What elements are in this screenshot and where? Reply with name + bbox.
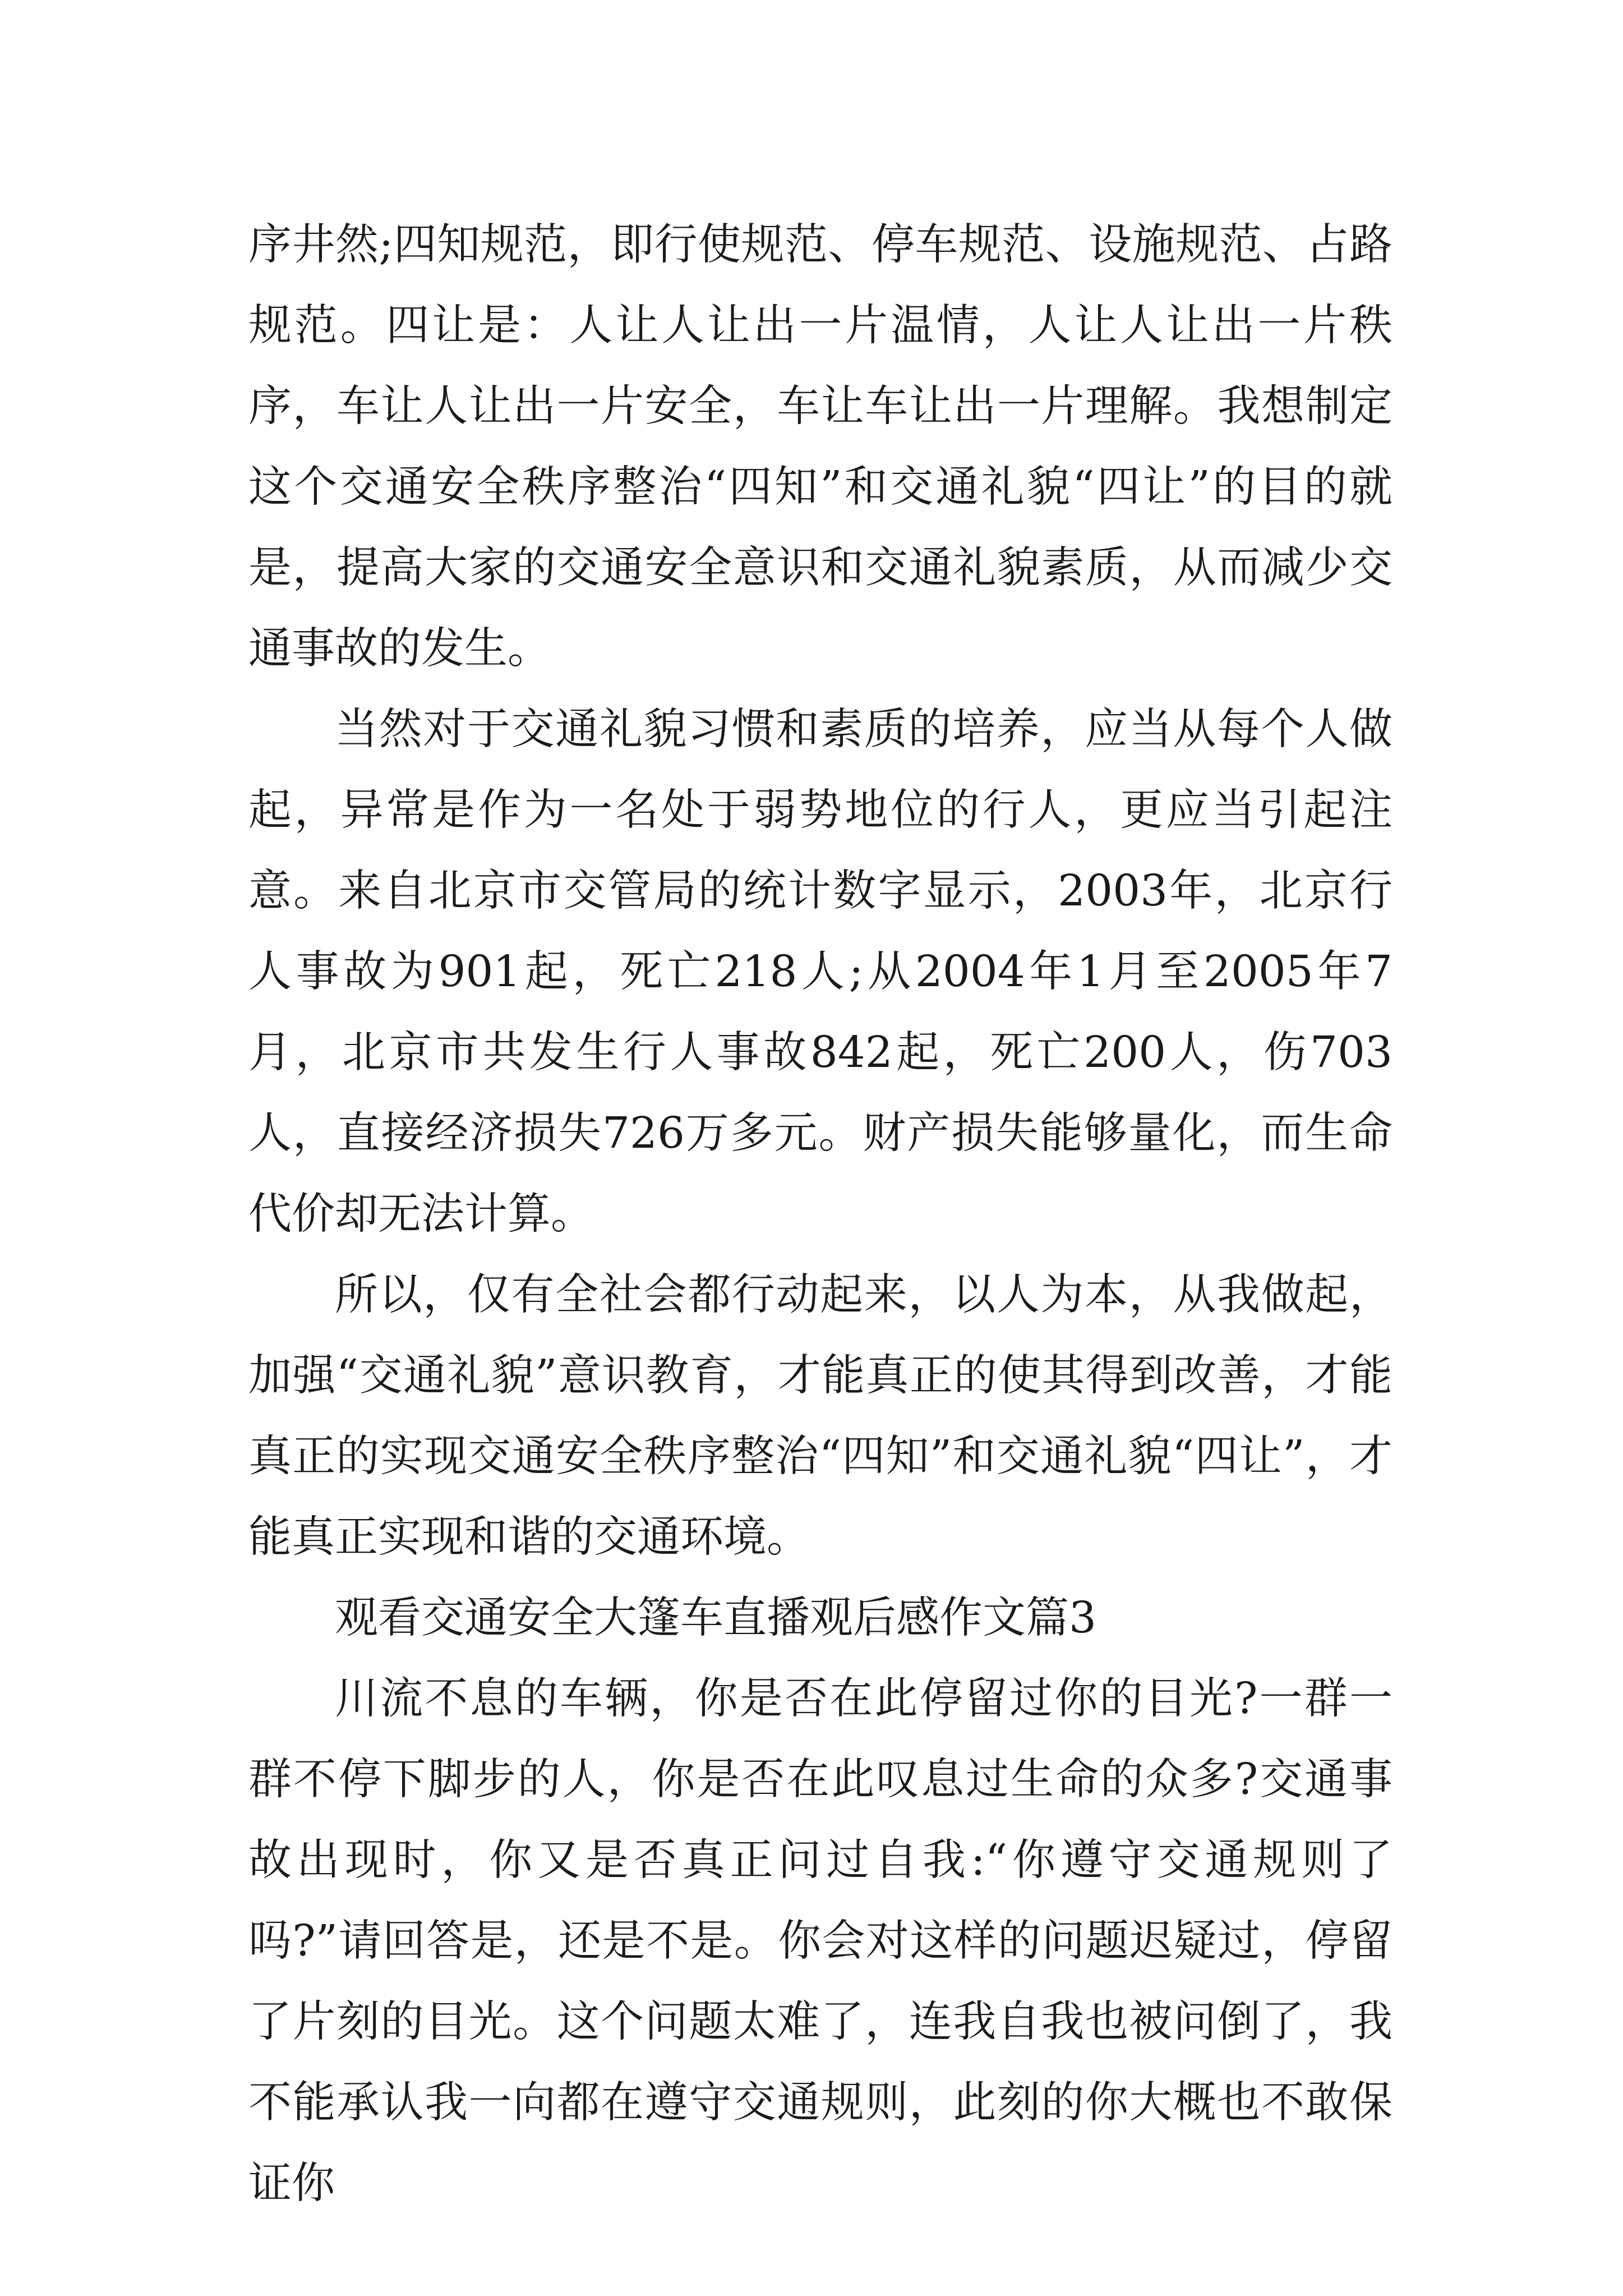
paragraph-conclusion: 所以，仅有全社会都行动起来，以人为本，从我做起，加强“交通礼貌”意识教育，才能真正的使其得到改善，才能真正的实现交通安全秩序整治“四知”和交通礼貌“四让”，才能真正实现和谐的交通环境。 — [248, 1270, 1393, 1562]
document-body — [248, 205, 1393, 2224]
section-heading: 观看交通安全大篷车直播观后感作文篇3 — [335, 1593, 1096, 1643]
paragraph-statistics: 当然对于交通礼貌习惯和素质的培养，应当从每个人做起，异常是作为一名处于弱势地位的行人，更应当引起注意。来自北京市交管局的统计数字显示，2003年，北京行人事故为901起，死亡218人;从2004年1月至2005年7月，北京市共发生行人事故842起，死亡200人，伤703人，直接经济损失726万多元。财产损失能够量化，而生命代价却无法计算。 — [248, 705, 1393, 1239]
paragraph-continuation: 序井然;四知规范，即行使规范、停车规范、设施规范、占路规范。四让是：人让人让出一片温情，人让人让出一片秩序，车让人让出一片安全，车让车让出一片理解。我想制定这个交通安全秩序整治“四知”和交通礼貌“四让”的目的就是，提高大家的交通安全意识和交通礼貌素质，从而减少交通事故的发生。 — [248, 220, 1393, 674]
paragraph-essay-start: 川流不息的车辆，你是否在此停留过你的目光?一群一群不停下脚步的人，你是否在此叹息过生命的众多?交通事故出现时，你又是否真正问过自我:“你遵守交通规则了吗?”请回答是，还是不是。你会对这样的问题迟疑过，停留了片刻的目光。这个问题太难了，连我自我也被问倒了，我不能承认我一向都在遵守交通规则，此刻的你大概也不敢保证你 — [248, 1674, 1393, 2208]
